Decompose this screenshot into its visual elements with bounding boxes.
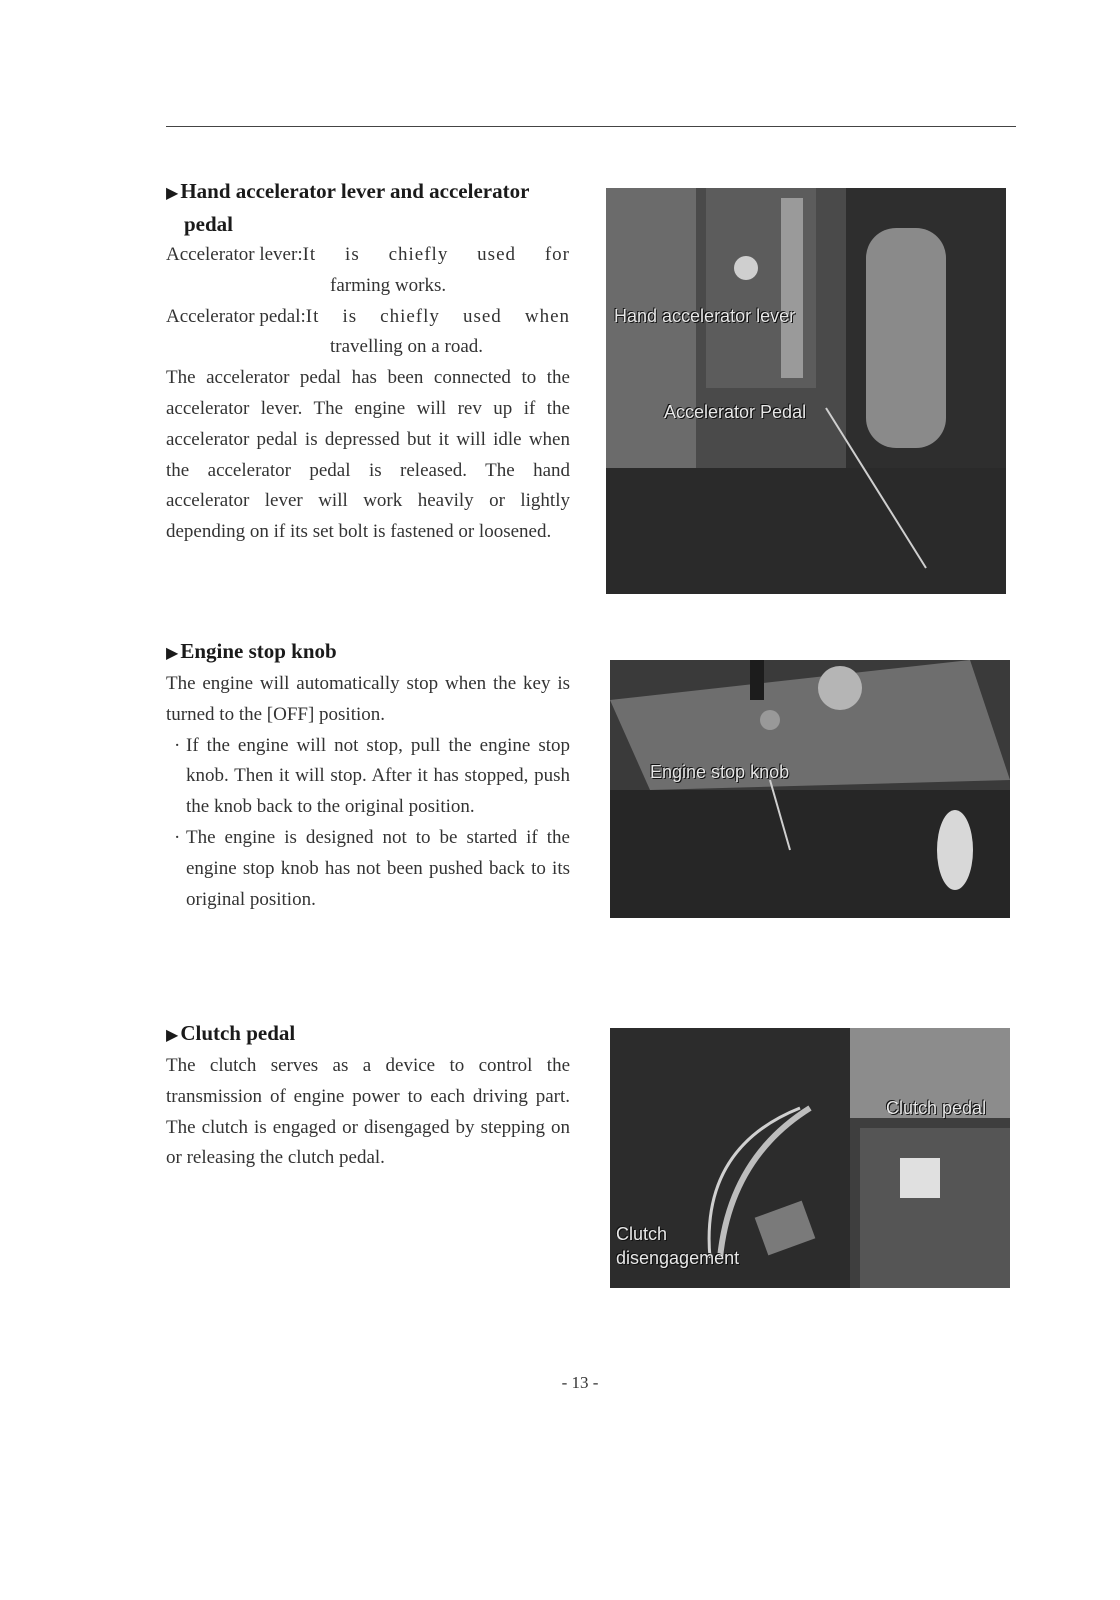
section-hand-accelerator — [166, 176, 570, 548]
section-heading: ▶Clutch pedal — [166, 1021, 296, 1045]
definition-row — [166, 302, 570, 333]
section-body: The engine will automatically stop when the key is turned to the [OFF] position. — [166, 673, 570, 725]
section-body: The clutch serves as a device to control the transmission of engine power to each driving part. The clutch is engaged or disengaged by stepping on or releasing the clutch pedal. — [166, 1055, 570, 1169]
heading-marker-icon: ▶ — [166, 1027, 179, 1044]
section-body: The accelerator pedal has been connected to the accelerator lever. The engine will rev up if the accelerator pedal is depressed but it will idle when the accelerator pedal is released. The hand accelerator lever will work heavily or lightly depending on if its set bolt is fastened or loosened. — [166, 367, 570, 543]
photo-label: Accelerator Pedal — [664, 402, 807, 422]
photo-placeholder — [610, 660, 1010, 918]
photo-engine-stop-knob — [610, 660, 1010, 918]
definition-desc: It is chiefly used for — [302, 244, 570, 265]
photo-clutch-pedal — [610, 1028, 1010, 1288]
section-engine-stop-knob — [166, 636, 570, 915]
photo-label: disengagement — [616, 1248, 740, 1268]
section-heading: ▶Engine stop knob — [166, 639, 337, 663]
list-item: · The engine is designed not to be started if the engine stop knob has not been pushed back to its original position. — [174, 826, 570, 910]
photo-placeholder — [606, 188, 1006, 594]
definition-row — [166, 240, 570, 271]
photo-label: Clutch — [616, 1224, 668, 1244]
definition-term: Accelerator pedal: — [166, 305, 306, 327]
definition-cont: farming works. — [330, 274, 447, 296]
section-heading: ▶Hand accelerator lever and accelerator pedal — [166, 179, 530, 236]
photo-label: Engine stop knob — [650, 762, 790, 782]
definition-term: Accelerator lever: — [166, 244, 303, 265]
definition-desc: It is chiefly used when — [305, 305, 570, 327]
photo-label: Hand accelerator lever — [614, 306, 796, 326]
list-item: · If the engine will not stop, pull the engine stop knob. Then it will stop. After it has stopped, push the knob back to the original position. — [174, 734, 570, 818]
definition-list — [166, 240, 570, 363]
photo-label: Clutch pedal — [886, 1098, 987, 1118]
bullet-list — [166, 731, 570, 916]
heading-marker-icon: ▶ — [166, 185, 179, 202]
definition-cont: travelling on a road. — [330, 336, 484, 358]
section-clutch-pedal — [166, 1018, 570, 1174]
top-divider — [166, 126, 1016, 127]
heading-marker-icon: ▶ — [166, 645, 179, 662]
page-number: - 13 - — [561, 1373, 599, 1392]
photo-hand-accelerator — [606, 188, 1006, 594]
